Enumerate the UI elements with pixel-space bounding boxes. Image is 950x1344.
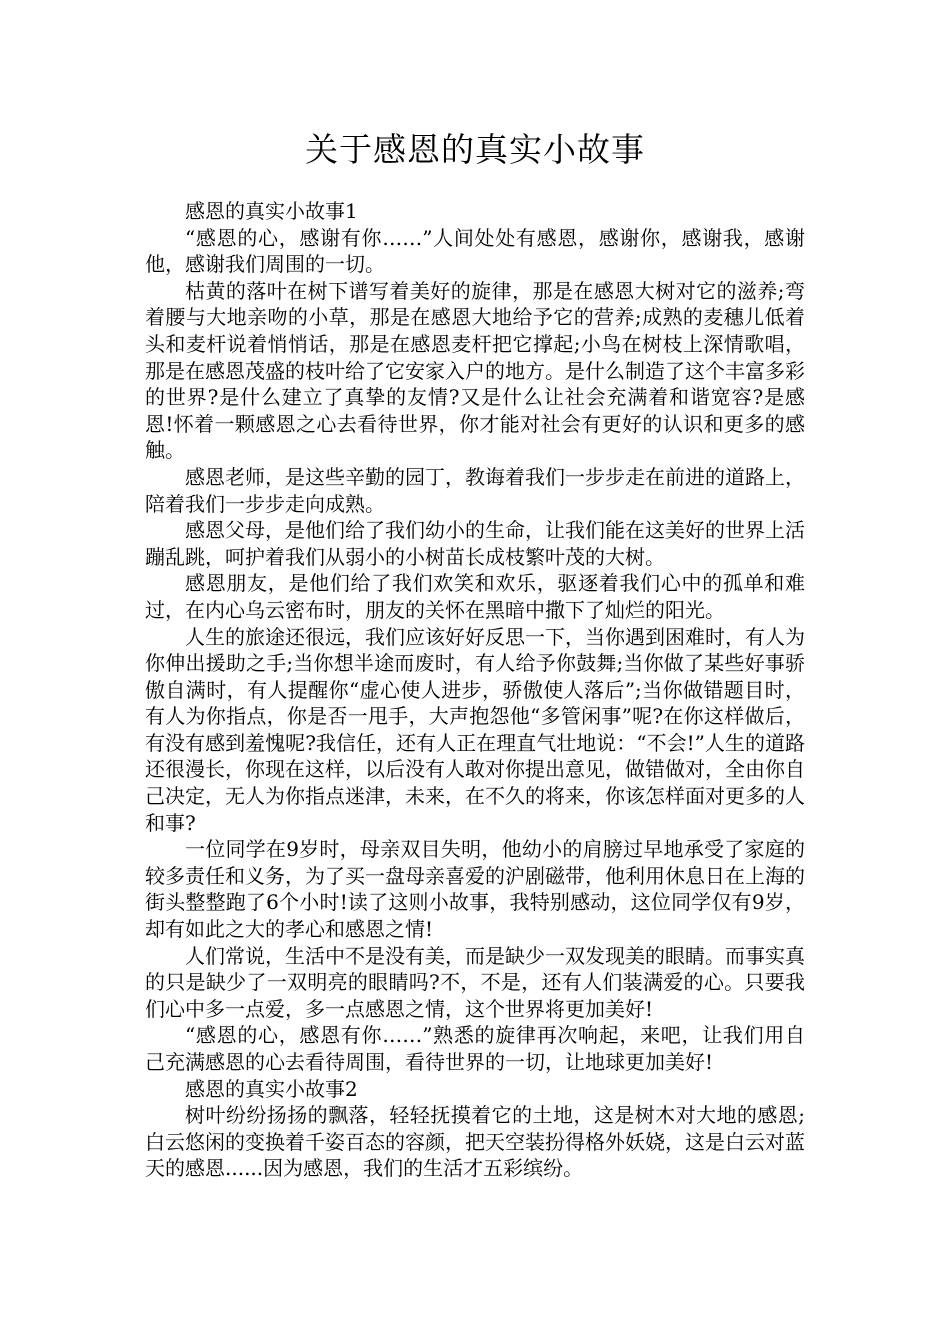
paragraph: 枯黄的落叶在树下谱写着美好的旋律，那是在感恩大树对它的滋养;弯着腰与大地亲吻的小草，那是在感恩大地给予它的营养;成熟的麦穗儿低着头和麦杆说着悄悄话，那是在感恩麦杆把它撑起;小鸟在树枝上深情歌唱，那是在感恩茂盛的枝叶给了它安家入户的地方。是什么制造了这个丰富多彩的世界?是什么建立了真挚的友情?又是什么让社会充满着和谐宽容?是感恩!怀着一颗感恩之心去看待世界，你才能对社会有更好的认识和更多的感触。 <box>145 278 805 463</box>
paragraph: 人生的旅途还很远，我们应该好好反思一下，当你遇到困难时，有人为你伸出援助之手;当你想半途而废时，有人给予你鼓舞;当你做了某些好事骄傲自满时，有人提醒你“虚心使人进步，骄傲使人落后”;当你做错题目时，有人为你指点，你是否一甩手，大声抱怨他“多管闲事”呢?在你这样做后，有没有感到羞愧呢?我信任，还有人正在理直气壮地说：“不会!”人生的道路还很漫长，你现在这样，以后没有人敢对你提出意见，做错做对，全由你自己决定，无人为你指点迷津，未来，在不久的将来，你该怎样面对更多的人和事? <box>145 624 805 835</box>
document-body <box>145 198 805 1182</box>
document-title: 关于感恩的真实小故事 <box>305 130 645 169</box>
paragraph: 感恩父母，是他们给了我们幼小的生命，让我们能在这美好的世界上活蹦乱跳，呵护着我们从弱小的小树苗长成枝繁叶茂的大树。 <box>145 518 805 569</box>
story-heading-1: 感恩的真实小故事1 <box>185 199 358 223</box>
paragraph: 树叶纷纷扬扬的飘落，轻轻抚摸着它的土地，这是树木对大地的感恩;白云悠闲的变换着千姿百态的容颜，把天空装扮得格外妖娆，这是白云对蓝天的感恩......因为感恩，我们的生活才五彩缤纷。 <box>145 1103 805 1181</box>
paragraph: “感恩的心，感谢有你……”人间处处有感恩，感谢你，感谢我，感谢他，感谢我们周围的一切。 <box>145 225 805 277</box>
paragraph: 一位同学在9岁时，母亲双目失明，他幼小的肩膀过早地承受了家庭的较多责任和义务，为了买一盘母亲喜爱的沪剧磁带，他利用休息日在上海的街头整整跑了6个小时!读了这则小故事，我特别感动，这位同学仅有9岁，却有如此之大的孝心和感恩之情! <box>145 837 805 942</box>
paragraph: 感恩朋友，是他们给了我们欢笑和欢乐，驱逐着我们心中的孤单和难过，在内心乌云密布时，朋友的关怀在黑暗中撒下了灿烂的阳光。 <box>145 571 805 622</box>
story-heading-2: 感恩的真实小故事2 <box>185 1076 358 1101</box>
paragraph: 感恩老师，是这些辛勤的园丁，教诲着我们一步步走在前进的道路上，陪着我们一步步走向成熟。 <box>145 464 805 516</box>
paragraph: 人们常说，生活中不是没有美，而是缺少一双发现美的眼睛。而事实真的只是缺少了一双明亮的眼睛吗?不，不是，还有人们装满爱的心。只要我们心中多一点爱，多一点感恩之情，这个世界将更加美好! <box>145 943 805 1021</box>
paragraph: “感恩的心，感恩有你……”熟悉的旋律再次响起，来吧，让我们用自己充满感恩的心去看待周围，看待世界的一切，让地球更加美好! <box>145 1023 805 1074</box>
